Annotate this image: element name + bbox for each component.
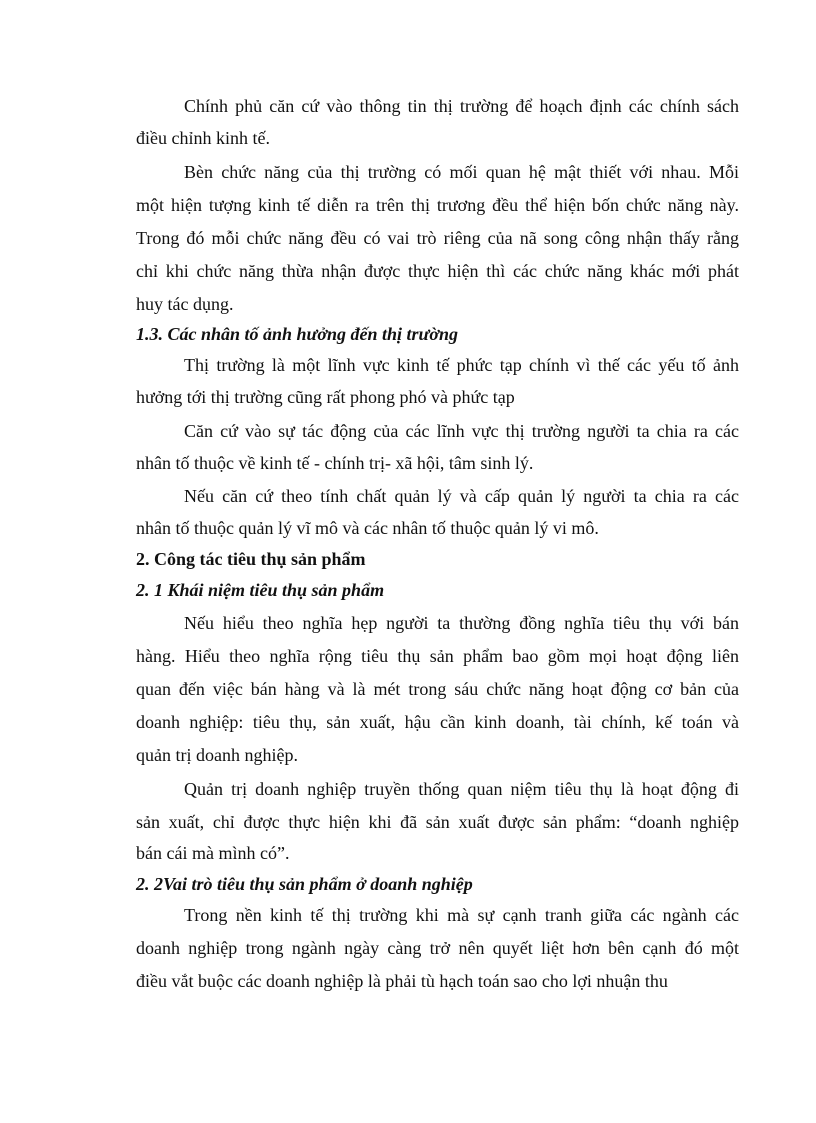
paragraph-line: Trong đó mỗi chức năng đều có vai trò riêng của nã song công nhận thấy rằng	[136, 228, 739, 248]
paragraph-line: doanh nghiệp trong ngành ngày càng trở nên quyết liệt hơn bên cạnh đó một	[136, 938, 739, 958]
section-heading: 2. Công tác tiêu thụ sản phẩm	[136, 549, 366, 569]
paragraph-line: nhân tố thuộc về kinh tế - chính trị- xã hội, tâm sinh lý.	[136, 453, 534, 473]
paragraph-line: điều chỉnh kinh tế.	[136, 128, 270, 148]
paragraph-line: Nếu căn cứ theo tính chất quản lý và cấp quản lý người ta chia ra các	[184, 486, 739, 506]
paragraph-line: Nếu hiểu theo nghĩa hẹp người ta thường đồng nghĩa tiêu thụ với bán	[184, 613, 739, 633]
paragraph-line: nhân tố thuộc quản lý vĩ mô và các nhân tố thuộc quản lý vi mô.	[136, 518, 599, 538]
paragraph-line: huy tác dụng.	[136, 294, 234, 314]
paragraph-line: hưởng tới thị trường cũng rất phong phó và phức tạp	[136, 387, 515, 407]
paragraph-line: Chính phủ căn cứ vào thông tin thị trường để hoạch định các chính sách	[184, 96, 739, 116]
paragraph-line: hàng. Hiểu theo nghĩa rộng tiêu thụ sản phẩm bao gồm mọi hoạt động liên	[136, 646, 739, 666]
paragraph-line: quan đến việc bán hàng và là mét trong sáu chức năng hoạt động cơ bản của	[136, 679, 739, 699]
paragraph-line: Căn cứ vào sự tác động của các lĩnh vực thị trường người ta chia ra các	[184, 421, 739, 441]
paragraph-line: sản xuất, chỉ được thực hiện khi đã sản xuất được sản phẩm: “doanh nghiệp	[136, 812, 739, 832]
subsection-heading: 2. 1 Khái niệm tiêu thụ sản phẩm	[136, 580, 385, 600]
paragraph-line: Quản trị doanh nghiệp truyền thống quan niệm tiêu thụ là hoạt động đi	[184, 779, 739, 799]
paragraph-line: bán cái mà mình có”.	[136, 843, 290, 863]
paragraph-line: doanh nghiệp: tiêu thụ, sản xuất, hậu cần kinh doanh, tài chính, kế toán và	[136, 712, 739, 732]
paragraph-line: Thị trường là một lĩnh vực kinh tế phức tạp chính vì thế các yếu tố ảnh	[184, 355, 739, 375]
paragraph-line: Bèn chức năng của thị trường có mối quan hệ mật thiết với nhau. Mỗi	[184, 162, 739, 182]
section-heading: 1.3. Các nhân tố ảnh hưởng đến thị trường	[136, 324, 458, 344]
paragraph-line: điều vắt buộc các doanh nghiệp là phải tù hạch toán sao cho lợi nhuận thu	[136, 971, 668, 991]
paragraph-line: một hiện tượng kinh tế diễn ra trên thị trương đều thể hiện bốn chức năng này.	[136, 195, 739, 215]
paragraph-line: quản trị doanh nghiệp.	[136, 745, 298, 765]
paragraph-line: chỉ khi chức năng thừa nhận được thực hiện thì các chức năng khác mới phát	[136, 261, 739, 281]
subsection-heading: 2. 2Vai trò tiêu thụ sản phẩm ở doanh nghiệp	[136, 874, 473, 894]
paragraph-line: Trong nền kinh tế thị trường khi mà sự cạnh tranh giữa các ngành các	[184, 905, 739, 925]
